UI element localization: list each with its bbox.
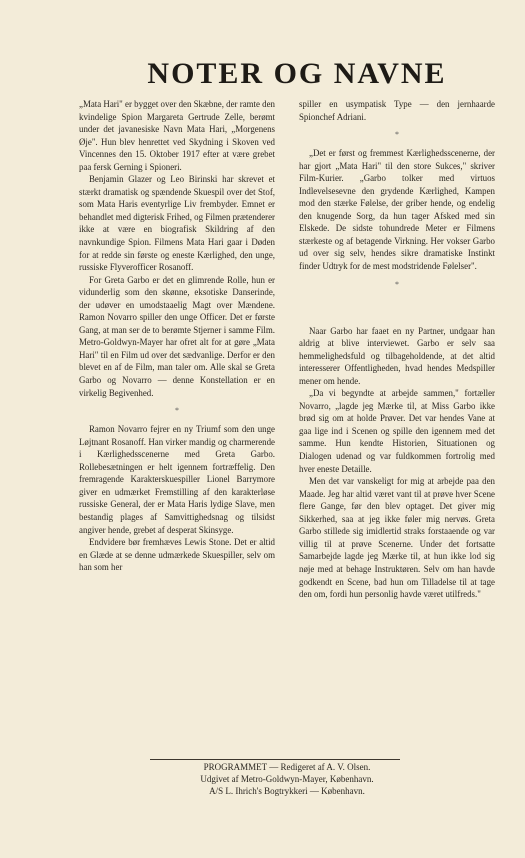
imprint-publisher: Udgivet af Metro-Goldwyn-Mayer, København.	[200, 774, 374, 784]
right-column	[299, 98, 495, 601]
paragraph: „Mata Hari" er bygget over den Skæbne, der ramte den kvindelige Spion Margareta Gertrude Zelle, berømt under det javanesiske Navn Mata Hari, „Morgenens Øje". Hun blev henrettet ved Skydning i Skoven ved Vincennes den 15. Oktober 1917 efter at være grebet paa fersk Gerning i Spioneri.	[79, 99, 275, 172]
paragraph: Men det var vanskeligt for mig at arbejde paa den Maade. Jeg har altid været vant til at prøve hver Scene flere Gange, før den blev optaget. Det giver mig Sikkerhed, saa at jeg ikke føler mig nervøs. Greta Garbo stillede sig imidlertid straks forstaaende og var villig til at prøve Scenerne. Under det fortsatte Samarbejde lagde jeg Mærke til, at hun ikke lod sig nøje med at behage Instruktøren. Selv om han havde godkendt en Scene, bad hun om Tilladelse til at tage den om, fordi hun personlig havde været utilfreds."	[299, 476, 495, 600]
program-page	[0, 58, 525, 858]
paragraph: Naar Garbo har faaet en ny Partner, undgaar han aldrig at blive interviewet. Garbo er selv saa hemmelighedsfuld og tilbageholdende, at det altid interesserer Offentligheden, hvad hendes Medspiller mener om hende.	[299, 325, 495, 386]
paragraph: For Greta Garbo er det en glimrende Rolle, hun er vidunderlig som den skønne, eksotiske Danserinde, der udøver en umodstaaelig Magt over Mændene. Ramon Novarro spiller den unge Officer. Det er første Gang, at man ser de to berømte Stjerner i samme Film. Metro-Goldwyn-Mayer har ofret alt for at gøre „Mata Hari" til en Film ud over det sædvanlige. Derfor er den blevet en af de Film, man taler om. Alle skal se Greta Garbo og Novarro — denne Konstellation er en virkelig Begivenhed.	[79, 274, 275, 398]
footer-divider	[150, 759, 400, 760]
left-column	[79, 98, 275, 601]
page-title: NOTER OG NAVNE	[147, 57, 447, 90]
paragraph: „Det er først og fremmest Kærlighedsscenerne, der har gjort „Mata Hari" til den store Sukces," skriver Film-Kurier. „Garbo tolker med virtuos Indlevelsesevne den grydende Kærlighed, Kampen mod den stærke Følelse, der griber hende, og endelig den knugende Sorg, da hun tager Afsked med sin Elskede. De sidste tohundrede Meter er Filmens stærkeste og af betagende Virkning. Her vokser Garbo ud over sig selv, hendes sikre dramatiske Instinkt finder Udtryk for de mest modstridende Følelser".	[299, 148, 495, 272]
paragraph: Benjamin Glazer og Leo Birinski har skrevet et stærkt dramatisk og spændende Skuespil over det Stof, som Mata Haris eventyrlige Liv frembyder. Emnet er behandlet med digterisk Frihed, og Filmen prætenderer ikke at være en biografisk Skildring af den navnkundige Spion. Filmens Mata Hari gaar i Døden for at redde sin første og eneste Kærlighed, den unge, russiske Flyverofficer Rosanoff.	[79, 174, 275, 273]
imprint-printer: A/S L. Ihrich's Bogtrykkeri — København.	[209, 786, 365, 796]
paragraph: spiller en usympatisk Type — den jernhaarde Spionchef Adriani.	[299, 99, 495, 122]
imprint-editor: PROGRAMMET — Redigeret af A. V. Olsen.	[203, 762, 371, 772]
separator-star: *	[175, 406, 179, 416]
separator-star: *	[395, 279, 399, 289]
imprint-footer	[79, 761, 495, 797]
paragraph: Endvidere bør fremhæves Lewis Stone. Det er altid en Glæde at se denne udmærkede Skuespiller, selv om han som her	[79, 537, 275, 573]
paragraph: „Da vi begyndte at arbejde sammen," fortæller Novarro, „lagde jeg Mærke til, at Miss Garbo ikke brød sig om at holde Prøver. Det var hendes Vane at gaa lige ind i Scenen og spille den igennem med det samme. Hun kendte Historien, Situationen og Dialogen udenad og var fuldkommen fortrolig med hver eneste Detaille.	[299, 388, 495, 474]
separator-star: *	[395, 130, 399, 140]
text-columns	[79, 98, 495, 601]
paragraph: Ramon Novarro fejrer en ny Triumf som den unge Løjtnant Rosanoff. Han virker mandig og charmerende i Kærlighedsscenerne med Greta Garbo. Rollebesætningen er helt igennem fortræffelig. Den fremragende Karakterskuespiller Lionel Barrymore giver en udmærket Fremstilling af den karakterløse russiske General, der er Mata Haris lydige Slave, men bestandig plages af Samvittighedsnag og tilsidst angiver hende, grebet af desperat Skinsyge.	[79, 424, 275, 535]
